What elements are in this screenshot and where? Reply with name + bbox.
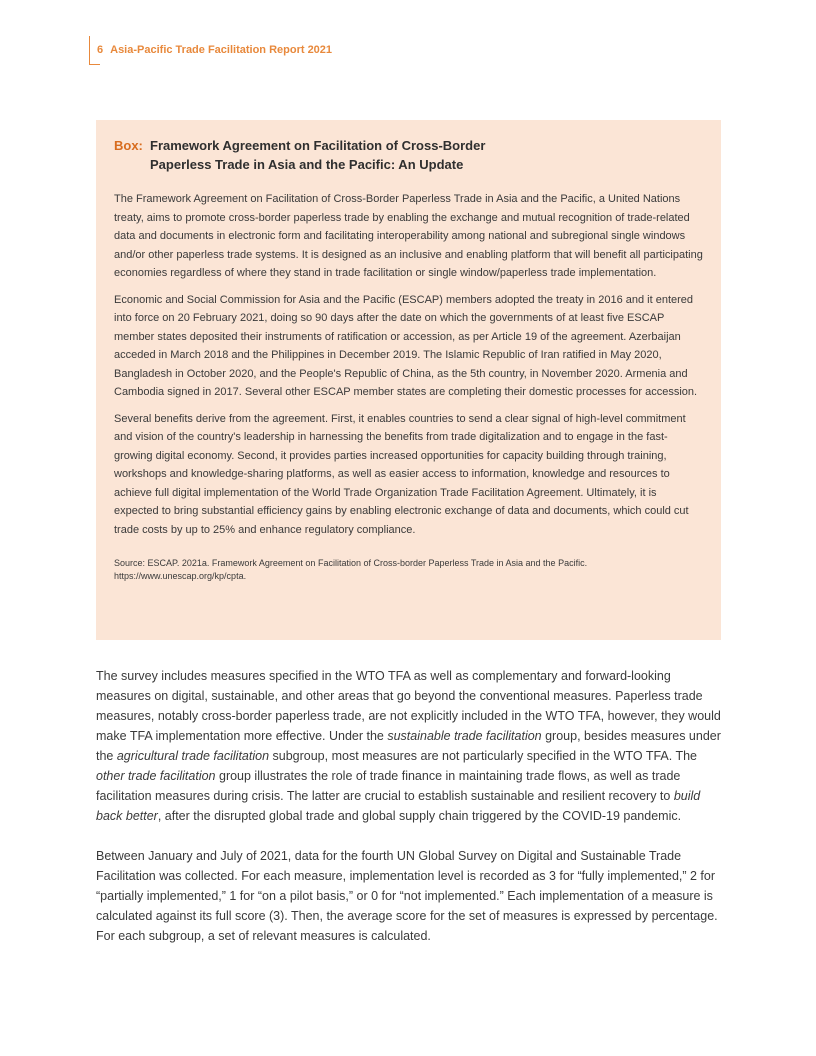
body-p1-text-3: subgroup, most measures are not particularly specified in the WTO TFA. The: [269, 749, 698, 763]
body-p1-text-5: , after the disrupted global trade and global supply chain triggered by the COVID-19 pandemic.: [157, 809, 682, 823]
main-body: [96, 666, 724, 966]
box-paragraph-2: Economic and Social Commission for Asia and the Pacific (ESCAP) members adopted the treaty in 2016 and it entered into force on 20 February 2021, doing so 90 days after the date on which the governments of at least five ESCAP member states deposited their instruments of ratification or accession, as per Article 19 of the agreement. Azerbaijan acceded in March 2018 and the Philippines in December 2019. The Islamic Republic of Iran ratified in May 2020, Bangladesh in October 2020, and the People's Republic of China, as the 5th country, in November 2020. Armenia and Cambodia signed in 2017. Several other ESCAP member states are completing their domestic processes for accession.: [114, 293, 698, 398]
body-p1-text-1: The survey includes measures specified in the WTO TFA as well as complementary and forward-looking measures on digital, sustainable, and other areas that go beyond the conventional measures. Paperless trade measures, notably cross-border paperless trade, are not explicitly included in the WTO TFA, however, they would make TFA implementation more effective. Under the: [96, 669, 721, 743]
body-p1-italic-2: agricultural trade facilitation: [116, 749, 270, 763]
body-p1-italic-1: sustainable trade facilitation: [387, 729, 542, 743]
body-p1-text-4: group illustrates the role of trade finance in maintaining trade flows, as well as trade facilitation measures during crisis. The latter are crucial to establish sustainable and resilient recovery to: [96, 769, 681, 803]
box-title: [114, 136, 703, 174]
box-title-line1: Framework Agreement on Facilitation of Cross-Border: [150, 138, 486, 153]
source-url: https://www.unescap.org/kp/cpta.: [114, 571, 247, 581]
body-paragraph-2: Between January and July of 2021, data for the fourth UN Global Survey on Digital and Sustainable Trade Facilitation was collected. For each measure, implementation level is recorded as 3 for “fully implemented,” 2 for “partially implemented,” 1 for “on a pilot basis,” or 0 for “not implemented.” Each implementation of a measure is calculated against its full score (3). Then, the average score for the set of measures is expressed by percentage. For each subgroup, a set of relevant measures is calculated.: [96, 849, 718, 943]
info-box: [96, 120, 721, 640]
box-paragraph-3: Several benefits derive from the agreement. First, it enables countries to send a clear signal of high-level commitment and vision of the country's leadership in harnessing the benefits from trade digitalization and to engage in the fast-growing digital economy. Second, it provides parties increased opportunities for capacity building through training, workshops and knowledge-sharing platforms, as well as easier access to information, knowledge and resources to achieve full digital implementation of the World Trade Organization Trade Facilitation Agreement. Ultimately, it is expected to bring substantial efficiency gains by enabling electronic exchange of data and documents, which could cut trade costs by up to 25% and enhance regulatory compliance.: [114, 412, 689, 536]
box-title-line2: Paperless Trade in Asia and the Pacific: An Update: [150, 157, 464, 172]
body-paragraph-1: [96, 666, 724, 826]
report-title: Asia-Pacific Trade Facilitation Report 2021: [110, 44, 333, 56]
body-p1-italic-3: other trade facilitation: [96, 769, 216, 783]
box-source: [114, 557, 703, 583]
box-label: Box:: [114, 138, 143, 153]
source-citation: Source: ESCAP. 2021a. Framework Agreement on Facilitation of Cross-border Paperless Trade in Asia and the Pacific.: [114, 558, 588, 568]
body-p1-italic-4: build back better: [96, 789, 701, 823]
box-paragraph-1: The Framework Agreement on Facilitation of Cross-Border Paperless Trade in Asia and the Pacific, a United Nations treaty, aims to promote cross-border paperless trade by enabling the exchange and mutual recognition of trade-related data and documents in electronic form and facilitating interoperability among national and subregional single windows and/or other paperless trade systems. It is designed as an inclusive and enabling platform that will benefit all participating economies regardless of where they stand in trade facilitation or single window/paperless trade implementation.: [114, 193, 703, 279]
page-number: 6: [97, 44, 104, 56]
body-p1-text-2: group, besides measures under the: [96, 729, 721, 763]
running-header: [97, 44, 332, 56]
